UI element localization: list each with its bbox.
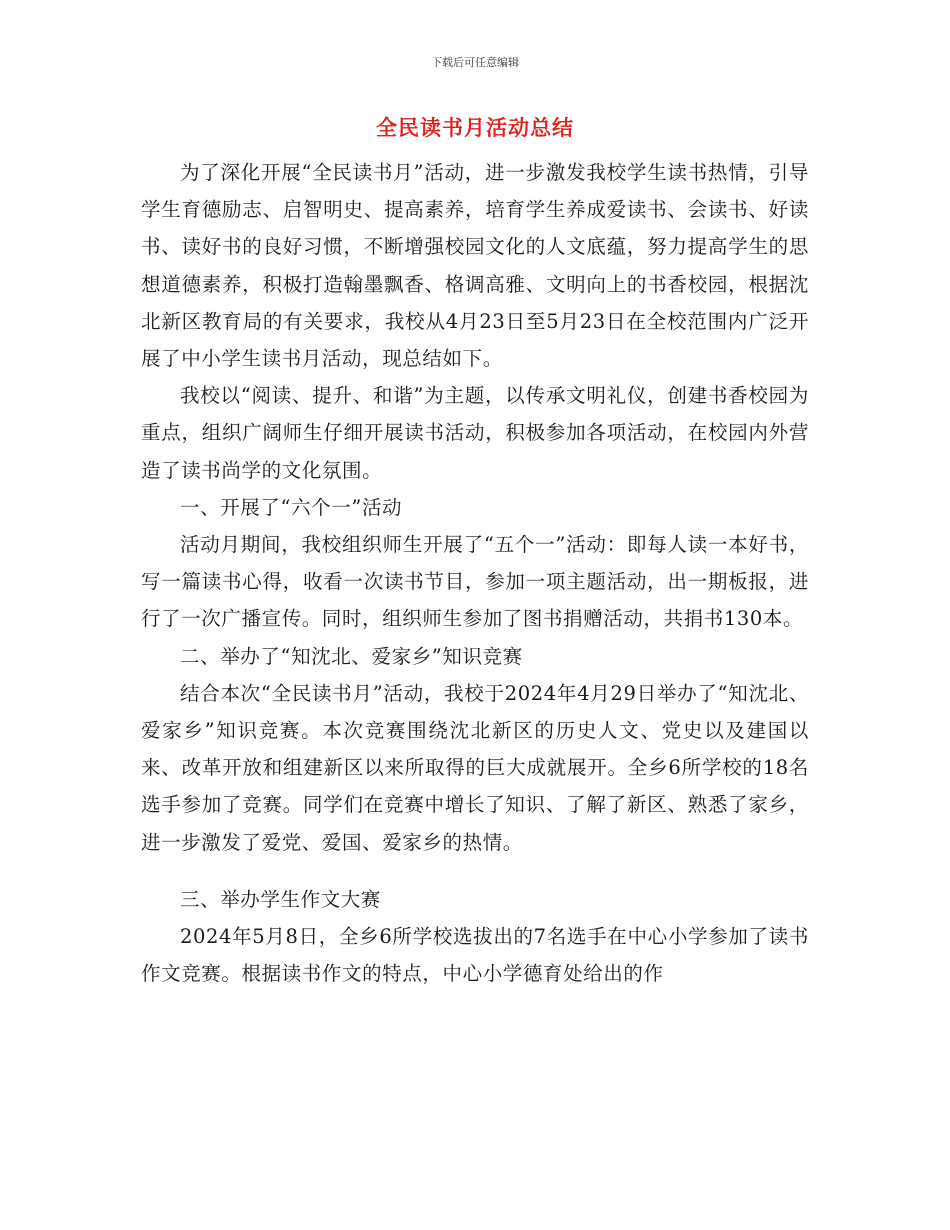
paragraph-section-1: 活动月期间，我校组织师生开展了“五个一”活动：即每人读一本好书，写一篇读书心得，收看一次读书节目，参加一项主题活动，出一期板报，进行了一次广播宣传。同时，组织师生参加了图书捐赠活动，共捐书130本。 <box>141 533 809 631</box>
paragraph-intro: 为了深化开展“全民读书月”活动，进一步激发我校学生读书热情，引导学生育德励志、启智明史、提高素养，培育学生养成爱读书、会读书、好读书、读好书的良好习惯，不断增强校园文化的人文底蕴，努力提高学生的思想道德素养，积极打造翰墨飘香、格调高雅、文明向上的书香校园，根据沈北新区教育局的有关要求，我校从4月23日至5月23日在全校范围内广泛开展了中小学生读书月活动，现总结如下。 <box>141 161 809 371</box>
paragraph-theme: 我校以“阅读、提升、和谐”为主题，以传承文明礼仪，创建书香校园为重点，组织广阔师生仔细开展读书活动，积极参加各项活动，在校园内外营造了读书尚学的文化氛围。 <box>141 384 809 482</box>
header-note: 下载后可任意编辑 <box>431 56 519 69</box>
section-heading-3: 三、举办学生作文大赛 <box>180 887 382 911</box>
section-heading-1: 一、开展了“六个一”活动 <box>180 495 403 519</box>
paragraph-section-3: 2024年5月8日，全乡6所学校选拔出的7名选手在中心小学参加了读书作文竞赛。根据读书作文的特点，中心小学德育处给出的作 <box>141 925 809 986</box>
document-body <box>141 154 809 992</box>
document-title: 全民读书月活动总结 <box>376 116 574 140</box>
paragraph-section-2: 结合本次“全民读书月”活动，我校于2024年4月29日举办了“知沈北、爱家乡”知识竞赛。本次竞赛围绕沈北新区的历史人文、党史以及建国以来、改革开放和组建新区以来所取得的巨大成就展开。全乡6所学校的18名选手参加了竞赛。同学们在竞赛中增长了知识、了解了新区、熟悉了家乡，进一步激发了爱党、爱国、爱家乡的热情。 <box>141 681 809 854</box>
section-heading-2: 二、举办了“知沈北、爱家乡”知识竞赛 <box>180 644 523 668</box>
